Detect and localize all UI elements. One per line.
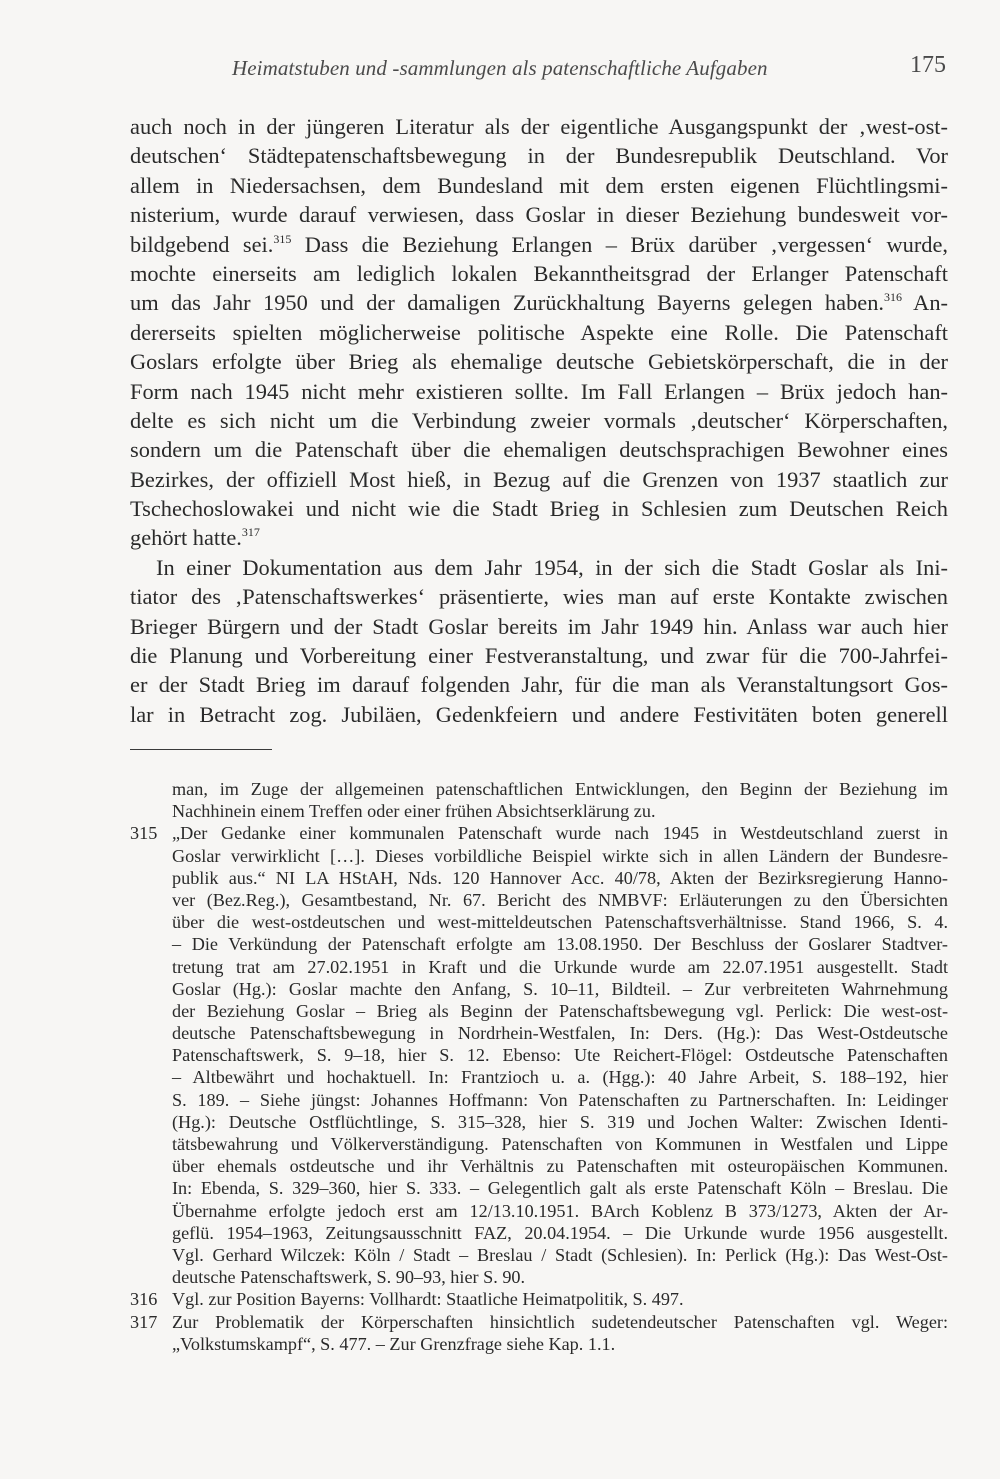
text-line: [130, 377, 948, 406]
footnote-line: der Beziehung Goslar – Brieg als Beginn der Patenschaftsbewegung vgl. Perlick: Die west-ost-: [172, 1000, 948, 1021]
footnote-reference[interactable]: 317: [241, 525, 260, 540]
footnote-number: 316: [130, 1289, 158, 1310]
text-segment: allem in Niedersachsen, dem Bundesland mit dem ersten eigenen Flüchtlingsmi-: [130, 172, 948, 198]
text-line: [130, 347, 948, 376]
footnote-line: – Altbewährt und hochaktuell. In: Frantzioch u. a. (Hgg.): 40 Jahre Arbeit, S. 188–192, hier: [172, 1067, 948, 1088]
text-segment: gehört hatte.: [130, 525, 242, 551]
text-segment: bildgebend sei.: [130, 231, 274, 257]
text-segment: auch noch in der jüngeren Literatur als der eigentliche Ausgangspunkt der ‚west-ost-: [130, 114, 948, 139]
text-line: [130, 112, 948, 141]
footnote-line: tätsbewahrung und Völkerverständigung. Patenschaften von Kommunen in Westfalen und Lippe: [172, 1134, 948, 1154]
footnote-line: S. 189. – Siehe jüngst: Johannes Hoffmann: Von Patenschaften zu Partnerschaften. In: Leidinger: [172, 1089, 948, 1110]
footnote-line: tretung trat am 27.02.1951 in Kraft und die Urkunde wurde am 22.07.1951 ausgestellt. Stadt: [172, 956, 948, 977]
footnote-line: man, im Zuge der allgemeinen patenschaftlichen Entwicklungen, den Beginn der Beziehung im: [172, 779, 948, 799]
text-line: [130, 670, 948, 699]
text-line: [130, 612, 948, 641]
text-line: [130, 230, 948, 259]
footnote-line: (Hg.): Deutsche Ostflüchtlinge, S. 315–328, hier S. 319 und Jochen Walter: Zwischen Identi-: [172, 1111, 948, 1132]
text-segment: deutschen‘ Städtepatenschaftsbewegung in der Bundesrepublik Deutschland. Vor: [130, 143, 948, 169]
text-segment: An-: [902, 290, 948, 316]
text-segment: er der Stadt Brieg im darauf folgenden Jahr, für die man als Veranstaltungsort Gos-: [130, 672, 948, 698]
text-line: [130, 200, 948, 229]
text-segment: Bezirkes, der offiziell Most hieß, in Bezug auf die Grenzen von 1937 staatlich zur: [130, 466, 948, 492]
text-line: [130, 259, 948, 288]
text-line: [130, 523, 948, 552]
footnote-line: deutsche Patenschaftsbewegung in Nordrhein-Westfalen, In: Ders. (Hg.): Das West-Ostdeutsche: [172, 1023, 948, 1044]
text-line: [130, 406, 948, 435]
footnote-line: Vgl. Gerhard Wilczek: Köln / Stadt – Breslau / Stadt (Schlesien). In: Perlick (Hg.): Das West-Ost-: [172, 1244, 948, 1265]
text-segment: tiator des ‚Patenschaftswerkes‘ präsentierte, wies man auf erste Kontakte zwischen: [130, 584, 948, 610]
text-line: [130, 171, 948, 200]
text-line: [130, 318, 948, 347]
text-line: [130, 700, 948, 729]
footnote-line: – Die Verkündung der Patenschaft erfolgte am 13.08.1950. Der Beschluss der Goslarer Stadtver-: [172, 934, 948, 955]
footnote-number: 315: [130, 823, 158, 844]
text-segment: Dass die Beziehung Erlangen – Brüx darüber ‚vergessen‘ wurde,: [291, 231, 949, 257]
footnote-line: Vgl. zur Position Bayerns: Vollhardt: Staatliche Heimatpolitik, S. 497.: [172, 1289, 684, 1310]
footnote-line: über die west-ostdeutschen und west-mitteldeutschen Patenschaftsverhältnisse. Stand 1966, S. 4.: [172, 912, 948, 933]
page-number: 175: [910, 52, 946, 78]
text-segment: Form nach 1945 nicht mehr existieren sollte. Im Fall Erlangen – Brüx jedoch han-: [130, 378, 948, 404]
text-line: [130, 141, 948, 170]
footnote-line: Goslar (Hg.): Goslar machte den Anfang, S. 10–11, Bildteil. – Zur verbreiteten Wahrnehmung: [172, 978, 948, 999]
text-line: [130, 582, 948, 611]
text-segment: mochte einerseits am lediglich lokalen Bekanntheitsgrad der Erlanger Patenschaft: [130, 260, 948, 286]
footnote: [130, 1311, 948, 1355]
footnote-line: publik aus.“ NI LA HStAH, Nds. 120 Hannover Acc. 40/78, Akten der Bezirksregierung Hanno-: [172, 867, 948, 888]
footnote-line: In: Ebenda, S. 329–360, hier S. 333. – Gelegentlich galt als erste Patenschaft Köln – Breslau. Die: [172, 1178, 948, 1199]
text-segment: Brieger Bürgern und der Stadt Goslar bereits im Jahr 1949 hin. Anlass war auch hier: [130, 613, 948, 639]
text-segment: dererseits spielten möglicherweise politische Aspekte eine Rolle. Die Patenschaft: [130, 319, 948, 345]
text-segment: Goslars erfolgte über Brieg als ehemalige deutsche Gebietskörperschaft, die in der: [130, 349, 948, 375]
running-head: [232, 52, 950, 86]
footnote-number: 317: [130, 1311, 158, 1332]
footnote-line: Übernahme erfolgte jedoch erst am 12/13.10.1951. BArch Koblenz B 373/1273, Akten der Ar-: [172, 1200, 948, 1221]
text-line: [130, 435, 948, 464]
footnote-line: geflü. 1954–1963, Zeitungsausschnitt FAZ, 20.04.1954. – Die Urkunde wurde 1956 ausgestellt.: [172, 1222, 948, 1243]
footnote: [130, 778, 948, 822]
text-segment: lar in Betracht zog. Jubiläen, Gedenkfeiern und andere Festivitäten boten generell: [130, 701, 948, 727]
footnote-line: „Der Gedanke einer kommunalen Patenschaft wurde nach 1945 in Westdeutschland zuerst in: [172, 823, 948, 844]
text-line: [130, 288, 948, 317]
text-line: [130, 553, 948, 582]
text-segment: delte es sich nicht um die Verbindung zweier vormals ‚deutscher‘ Körperschaften,: [130, 407, 948, 433]
footnote: [130, 822, 948, 1288]
footnote-line: ver (Bez.Reg.), Gesamtbestand, Nr. 67. Bericht des NMBVF: Erläuterungen zu den Übersichten: [172, 889, 948, 910]
text-segment: Tschechoslowakei und nicht wie die Stadt Brieg in Schlesien zum Deutschen Reich: [130, 496, 948, 522]
text-segment: die Planung und Vorbereitung einer Festveranstaltung, und zwar für die 700-Jahrfei-: [130, 643, 948, 669]
footnote-line: „Volkstumskampf“, S. 477. – Zur Grenzfrage siehe Kap. 1.1.: [172, 1333, 616, 1354]
footnote-separator: [130, 749, 272, 750]
running-title: Heimatstuben und -sammlungen als patenschaftliche Aufgaben: [232, 56, 768, 80]
text-line: [130, 465, 948, 494]
footnote-line: Goslar verwirklicht […]. Dieses vorbildliche Beispiel wirkte sich in allen Ländern der Bundesre-: [172, 845, 948, 866]
footnote-line: deutsche Patenschaftswerk, S. 90–93, hier S. 90.: [172, 1267, 526, 1288]
text-segment: nisterium, wurde darauf verwiesen, dass Goslar in dieser Beziehung bundesweit vor-: [130, 202, 948, 228]
footnote-line: über ehemals ostdeutsche und ihr Verhältnis zu Patenschaften mit osteuropäischen Kommunen.: [172, 1156, 948, 1177]
text-line: [130, 641, 948, 670]
text-line: [130, 494, 948, 523]
text-segment: In einer Dokumentation aus dem Jahr 1954, in der sich die Stadt Goslar als Ini-: [156, 554, 948, 580]
footnote-line: Patenschaftswerk, S. 9–18, hier S. 12. Ebenso: Ute Reichert-Flögel: Ostdeutsche Patenschaften: [172, 1045, 948, 1066]
footnote-line: Zur Problematik der Körperschaften hinsichtlich sudetendeutscher Patenschaften vgl. Weger:: [172, 1311, 948, 1332]
footnotes: [130, 778, 948, 1355]
footnote-line: Nachhinein einem Treffen oder einer frühen Absichtserklärung zu.: [172, 801, 656, 822]
footnote-reference[interactable]: 315: [273, 231, 292, 246]
text-segment: sondern um die Patenschaft über die ehemaligen deutschsprachigen Bewohner eines: [130, 437, 948, 463]
footnote: [130, 1288, 948, 1310]
main-text: [130, 112, 948, 729]
text-segment: um das Jahr 1950 und der damaligen Zurückhaltung Bayerns gelegen haben.: [130, 290, 884, 316]
footnote-reference[interactable]: 316: [884, 290, 902, 305]
